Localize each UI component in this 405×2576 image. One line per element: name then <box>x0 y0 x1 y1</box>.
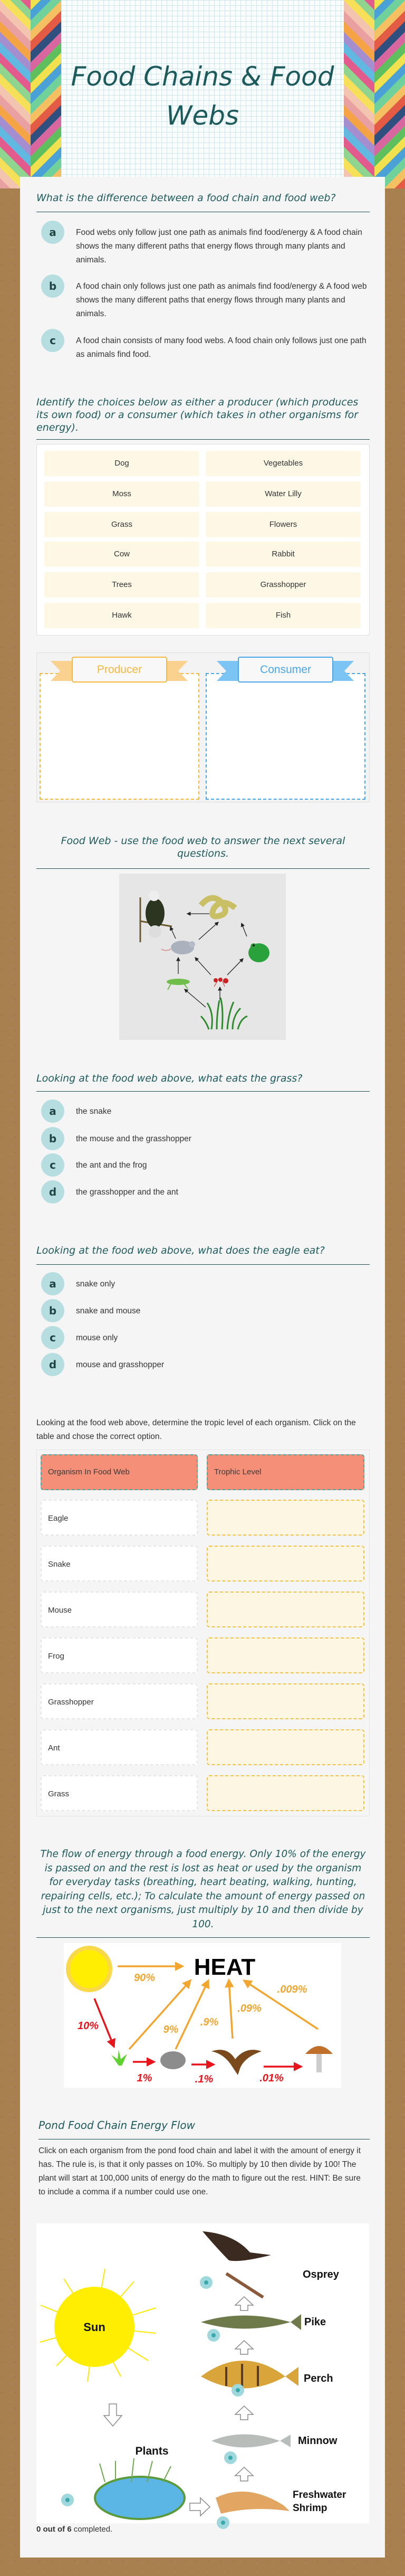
table-header: Trophic Level <box>207 1454 364 1490</box>
trophic-level-select[interactable] <box>207 1775 364 1811</box>
trophic-level-select[interactable] <box>207 1546 364 1581</box>
answer-option[interactable] <box>41 1326 368 1349</box>
divider <box>36 1937 370 1938</box>
sort-item[interactable]: Rabbit <box>206 542 361 567</box>
divider <box>36 439 370 440</box>
ribbon-tail <box>51 661 72 681</box>
chevron-decoration <box>374 0 405 188</box>
trophic-level-select[interactable] <box>207 1683 364 1719</box>
option-letter: c <box>41 1153 64 1177</box>
percent-label: 10% <box>77 2020 99 2032</box>
shrimp-icon <box>216 2492 290 2514</box>
organism-cell: Grasshopper <box>41 1683 198 1719</box>
heat-label: HEAT <box>194 1954 256 1980</box>
answer-option[interactable] <box>41 1153 368 1177</box>
option-letter: a <box>41 1272 64 1295</box>
section-heading: Pond Food Chain Energy Flow <box>38 2119 195 2132</box>
sort-item[interactable]: Moss <box>44 481 199 507</box>
sort-item[interactable]: Grass <box>44 512 199 537</box>
option-text: A food chain only follows just one path as animals find food/energy & A food web shows the many different paths that energy flows through many plants and animals. <box>76 282 367 318</box>
hawk-icon <box>211 2050 262 2075</box>
completion-status <box>36 2525 112 2534</box>
ant-icon <box>214 978 228 987</box>
section-heading: The flow of energy through a food energy. Only 10% of the energy is passed on and the rest is lost as heat or used by the organism for everyday tasks (breathing, heart beating, walking, hunting, repairing cells, etc.); To calculate the amount of energy passed on just to the next organisms, just multiply by 10 and then divide by 100. <box>40 1849 366 1930</box>
question-heading: Looking at the food web above, what does the eagle eat? <box>36 1245 325 1256</box>
ribbon-tail <box>217 661 238 681</box>
percent-label: .9% <box>200 2016 219 2028</box>
percent-label: .09% <box>237 2003 262 2014</box>
title-line: Food Chains & Food <box>71 61 334 92</box>
completed-count: 0 out of 6 <box>36 2525 72 2534</box>
minnow-hotspot[interactable] <box>224 2451 237 2464</box>
down-arrow-icon <box>104 2404 122 2426</box>
answer-option[interactable] <box>41 1353 368 1376</box>
consumer-drop-zone[interactable] <box>206 673 365 800</box>
percent-label: .01% <box>259 2072 284 2084</box>
question-heading: Looking at the food web above, what eats the grass? <box>36 1073 303 1084</box>
eagle-icon <box>140 891 172 942</box>
option-text: the ant and the frog <box>76 1161 147 1170</box>
option-letter: b <box>41 1299 64 1322</box>
minnow-label: Minnow <box>298 2435 338 2447</box>
plant-icon <box>111 2050 127 2066</box>
instructions-text: Click on each organism from the pond food chain and label it with the amount of energy it has. The rule is, is that it only passes on 10%. So multiply by 10 then divide by 100! The plant will start at 100,000 units of energy do the math to figure out the rest. HINT: Be sure to include a comma if a number could use one. <box>38 2146 361 2196</box>
pike-hotspot[interactable] <box>207 2329 220 2342</box>
option-text: mouse and grasshopper <box>76 1360 165 1369</box>
sort-item[interactable]: Trees <box>44 572 199 598</box>
trophic-level-select[interactable] <box>207 1637 364 1673</box>
section-heading: Food Web - use the food web to answer the next several questions. <box>61 835 345 859</box>
perch-hotspot[interactable] <box>232 2384 244 2397</box>
page-title <box>61 57 344 135</box>
option-text: snake and mouse <box>76 1306 141 1315</box>
shrimp-hotspot[interactable] <box>217 2516 229 2529</box>
option-letter: a <box>41 1100 64 1123</box>
organism-cell: Frog <box>41 1637 198 1673</box>
sort-item[interactable]: Water Lilly <box>206 481 361 507</box>
percent-label: 9% <box>163 2024 179 2035</box>
sort-item[interactable]: Cow <box>44 542 199 567</box>
organism-cell: Mouse <box>41 1592 198 1627</box>
trophic-level-select[interactable] <box>207 1500 364 1536</box>
sun-label: Sun <box>83 2321 105 2334</box>
option-letter: c <box>41 1326 64 1349</box>
question-heading: What is the difference between a food chain and food web? <box>36 192 336 204</box>
energy-flow-diagram <box>64 1943 341 2088</box>
grass-icon <box>201 998 247 1029</box>
question-heading: Identify the choices below as either a producer (which produces its own food) or a consumer (which takes in other organisms for energy). <box>36 396 359 433</box>
producer-drop-zone[interactable] <box>40 673 199 800</box>
organism-cell: Snake <box>41 1546 198 1581</box>
instructions-text: Looking at the food web above, determine the tropic level of each organism. Click on the table and chose the correct option. <box>36 1418 356 1441</box>
pond-plants-icon <box>95 2458 185 2519</box>
chevron-decoration <box>0 0 31 188</box>
sort-item[interactable]: Vegetables <box>206 451 361 476</box>
ribbon-tail <box>167 661 188 681</box>
pond-food-chain-image <box>36 2223 369 2523</box>
sort-item[interactable]: Grasshopper <box>206 572 361 598</box>
mouse-icon <box>160 2051 186 2069</box>
option-text: Food webs only follow just one path as animals find food/energy & A food chain shows the many different paths that energy flows through many plants and animals. <box>76 228 362 264</box>
option-letter: b <box>41 1127 64 1150</box>
divider <box>36 1264 370 1265</box>
right-arrow-icon <box>190 2498 210 2516</box>
answer-option[interactable] <box>41 1180 368 1204</box>
trophic-level-select[interactable] <box>207 1592 364 1627</box>
organism-cell: Eagle <box>41 1500 198 1536</box>
shrimp-label: Freshwater <box>293 2489 346 2501</box>
chevron-decoration <box>344 0 374 188</box>
percent-label: 1% <box>137 2072 152 2084</box>
option-letter: d <box>41 1353 64 1376</box>
option-letter: c <box>41 329 64 352</box>
sun-icon <box>66 1946 112 1992</box>
minnow-icon <box>211 2435 291 2448</box>
organism-cell: Ant <box>41 1729 198 1765</box>
plants-hotspot[interactable] <box>61 2494 74 2506</box>
option-letter: a <box>41 221 64 244</box>
answer-option[interactable] <box>41 1127 368 1150</box>
option-text: the mouse and the grasshopper <box>76 1134 191 1143</box>
osprey-label: Osprey <box>303 2269 339 2280</box>
percent-label: .009% <box>277 1984 307 1995</box>
option-letter: b <box>41 274 64 298</box>
shrimp-label: Shrimp <box>293 2503 327 2514</box>
answer-option[interactable] <box>41 1100 368 1123</box>
option-text: snake only <box>76 1280 115 1289</box>
trophic-level-select[interactable] <box>207 1729 364 1765</box>
sort-item[interactable]: Flowers <box>206 512 361 537</box>
chevron-decoration <box>31 0 61 188</box>
sort-item[interactable]: Hawk <box>44 603 199 628</box>
perch-icon <box>201 2361 298 2389</box>
grasshopper-icon <box>167 979 190 990</box>
divider <box>36 868 370 869</box>
option-text: the snake <box>76 1107 112 1116</box>
table-header: Organism In Food Web <box>41 1454 198 1490</box>
divider <box>36 1091 370 1092</box>
option-text: A food chain consists of many food webs. A food chain only follows just one path as animals find food. <box>76 336 367 359</box>
status-text: completed. <box>71 2525 113 2534</box>
option-text: mouse only <box>76 1333 118 1342</box>
pike-label: Pike <box>304 2316 326 2328</box>
consumer-label: Consumer <box>238 657 333 683</box>
osprey-hotspot[interactable] <box>200 2276 213 2289</box>
percent-label: .1% <box>195 2073 214 2085</box>
mouse-icon <box>161 941 195 954</box>
answer-option[interactable] <box>41 1272 368 1295</box>
osprey-icon <box>202 2231 271 2297</box>
option-text: the grasshopper and the ant <box>76 1188 178 1197</box>
pike-icon <box>201 2314 301 2330</box>
sort-item[interactable]: Fish <box>206 603 361 628</box>
ribbon-tail <box>333 661 354 681</box>
answer-option[interactable] <box>41 1299 368 1322</box>
food-web-image <box>119 874 286 1040</box>
organism-cell: Grass <box>41 1775 198 1811</box>
title-line: Webs <box>166 100 239 131</box>
plants-label: Plants <box>135 2445 169 2457</box>
percent-label: 90% <box>133 1972 156 1984</box>
sort-item[interactable]: Dog <box>44 451 199 476</box>
mushroom-icon <box>305 2046 333 2072</box>
producer-label: Producer <box>72 657 167 683</box>
frog-icon <box>248 943 269 962</box>
perch-label: Perch <box>304 2373 333 2384</box>
option-letter: d <box>41 1180 64 1204</box>
